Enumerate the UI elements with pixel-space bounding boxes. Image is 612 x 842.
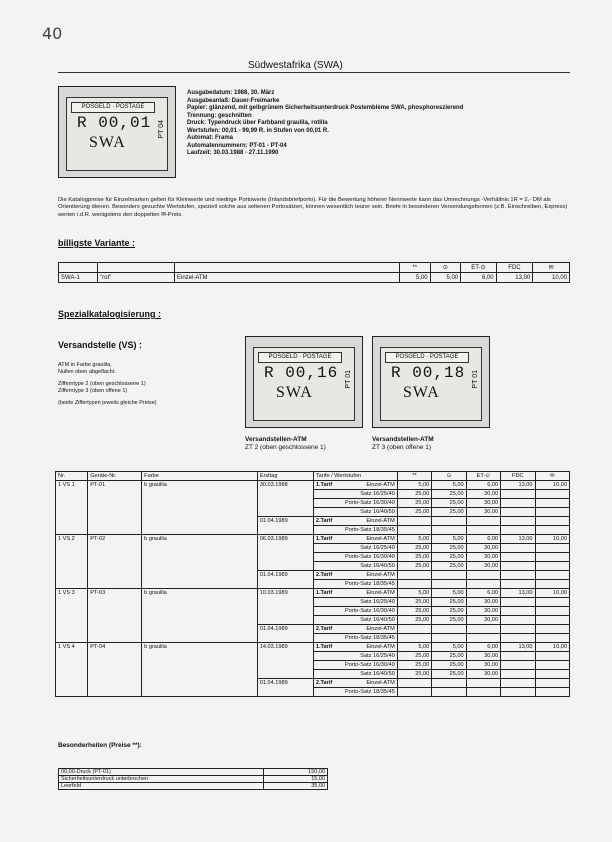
- cell-value: 5,00: [432, 481, 466, 490]
- rate-label: Porto-Satz 18/35/45: [345, 581, 395, 587]
- col-header: FDC: [501, 472, 535, 481]
- rate-label: Satz 16/40/50: [360, 563, 395, 569]
- extras-row: [59, 783, 328, 790]
- cell-value: 5,00: [400, 273, 431, 283]
- cell-value: 25,00: [397, 553, 431, 562]
- cell-date: 01.04.1989: [257, 517, 313, 535]
- cell-value: 5,00: [432, 643, 466, 652]
- cell-value: [501, 580, 535, 589]
- cell-value: [535, 544, 570, 553]
- cell-value: [397, 571, 431, 580]
- stamp-code: PT 01: [345, 370, 352, 389]
- cell-tariff: [313, 535, 397, 544]
- table-row: [56, 589, 570, 598]
- stamp-caption-zt2: [245, 436, 326, 452]
- stamp-caption-zt3: [372, 436, 434, 452]
- cell-value: [432, 625, 466, 634]
- cell-tariff: [313, 544, 397, 553]
- cell-value: [397, 625, 431, 634]
- stamp-header: POSGELD · POSTAGE: [71, 102, 155, 113]
- cell-date: 14.03.1989: [257, 643, 313, 679]
- cell-date: 01.04.1989: [257, 571, 313, 589]
- rate-label: Satz 16/40/50: [360, 671, 395, 677]
- cell-date: 01.04.1989: [257, 679, 313, 697]
- cell-value: [535, 661, 570, 670]
- cell-value: 30,00: [466, 598, 500, 607]
- cell-value: [535, 634, 570, 643]
- cell-value: 25,00: [397, 652, 431, 661]
- extras-row: [59, 769, 328, 776]
- info-line: Laufzeit: 30.03.1988 - 27.11.1990: [187, 150, 279, 156]
- cell-value: 25,00: [397, 670, 431, 679]
- rate-label: Satz 16/25/40: [360, 491, 395, 497]
- extras-value: 150,00: [264, 769, 328, 776]
- cell-value: 30,00: [466, 490, 500, 499]
- info-line: Trennung: geschnitten: [187, 112, 252, 119]
- cell-tariff: [313, 625, 397, 634]
- cell-tariff: [313, 634, 397, 643]
- cell-value: [466, 625, 500, 634]
- col-header: ET-⊙: [466, 472, 500, 481]
- stamp-frame: [253, 347, 355, 421]
- info-line: Ausgabeanlaß: Dauer-Freimarke: [187, 97, 280, 104]
- rate-label: Einzel-ATM: [366, 518, 395, 524]
- cell-value: [432, 688, 466, 697]
- info-line: Ausgabedatum: 1988, 30. März: [187, 90, 275, 96]
- tariff-label: 1.Tarif: [315, 590, 333, 596]
- col-header: ⊙: [432, 472, 466, 481]
- cell-value: [432, 571, 466, 580]
- cell-color: b graulila: [142, 481, 258, 535]
- cell-device: PT-02: [88, 535, 142, 589]
- cell-tariff: [313, 643, 397, 652]
- cell-value: 30,00: [466, 670, 500, 679]
- cell-value: 25,00: [432, 661, 466, 670]
- cell-value: [501, 571, 535, 580]
- cell-value: [432, 634, 466, 643]
- col-header: ✉: [535, 472, 570, 481]
- cell-value: 25,00: [432, 553, 466, 562]
- cell-tariff: [313, 652, 397, 661]
- cell-value: 25,00: [432, 499, 466, 508]
- cell-value: [501, 553, 535, 562]
- cell-value: 25,00: [432, 670, 466, 679]
- extras-label: Leerfeld: [59, 783, 264, 790]
- stamp-frame: [66, 97, 168, 171]
- special-heading: Spezialkatalogisierung :: [58, 309, 162, 319]
- cell-device: PT-01: [88, 481, 142, 535]
- cell-value: 25,00: [432, 607, 466, 616]
- col-header: Nr.: [56, 472, 88, 481]
- cell-value: 10,00: [533, 273, 570, 283]
- cell-nr: 1 VS 4: [56, 643, 88, 697]
- rate-label: Porto-Satz 18/35/45: [345, 635, 395, 641]
- cell-value: [466, 688, 500, 697]
- rate-label: Satz 16/40/50: [360, 617, 395, 623]
- caption-title: Versandstellen-ATM: [372, 436, 434, 443]
- info-line: Papier: glänzend, mit gelbgrünem Sicherheitsunterdruck Postemblème SWA, phosphoreszierend: [187, 105, 464, 111]
- stamp-country: SWA: [403, 384, 440, 401]
- cell-value: [466, 517, 500, 526]
- cell-value: [501, 499, 535, 508]
- cell-value: 30,00: [466, 508, 500, 517]
- cell-color: b graulila: [142, 643, 258, 697]
- stamp-country: SWA: [276, 384, 313, 401]
- cell-value: 13,00: [496, 273, 533, 283]
- info-line: Wertstufen: 00,01 - 99,99 R. in Stufen von 00,01 R.: [187, 127, 329, 134]
- cell-value: 6,00: [461, 273, 497, 283]
- cell-value: 30,00: [466, 562, 500, 571]
- extras-value: 35,00: [264, 783, 328, 790]
- tariff-label: 2.Tarif: [315, 680, 333, 686]
- cell-value: [535, 499, 570, 508]
- rate-label: Einzel-ATM: [366, 572, 395, 578]
- cell-value: 30,00: [466, 607, 500, 616]
- cell-value: 30,00: [466, 661, 500, 670]
- cell-value: [501, 652, 535, 661]
- cell-value: [501, 679, 535, 688]
- vs-note: Zifferntype 2 (oben geschlossene 1): [58, 381, 146, 388]
- vs-subheading: Versandstelle (VS) :: [58, 340, 143, 350]
- cell-value: [535, 670, 570, 679]
- cell-value: [397, 688, 431, 697]
- cell-tariff: [313, 589, 397, 598]
- cheapest-row: [59, 273, 570, 283]
- cell-value: [501, 544, 535, 553]
- vs-notes: [58, 362, 238, 407]
- cell-value: [432, 526, 466, 535]
- cell-value: 25,00: [432, 598, 466, 607]
- cell-value: [466, 634, 500, 643]
- cell-tariff: [313, 517, 397, 526]
- cell-value: [535, 490, 570, 499]
- cell-tariff: [313, 661, 397, 670]
- cell-value: [501, 607, 535, 616]
- info-line: Druck: Typendruck über Farbband graulila, rotlila: [187, 120, 328, 126]
- cell-value: [432, 580, 466, 589]
- cell-value: [501, 526, 535, 535]
- col-header: Geräte-Nr.: [88, 472, 142, 481]
- cell-value: 6,00: [466, 643, 500, 652]
- rate-label: Porto-Satz 16/30/40: [345, 662, 395, 668]
- rate-label: Einzel-ATM: [366, 680, 395, 686]
- cell-value: [501, 598, 535, 607]
- rate-label: Porto-Satz 16/30/40: [345, 554, 395, 560]
- cell-value: [535, 652, 570, 661]
- stamp-value: R 00,01: [77, 114, 152, 132]
- col-header: **: [397, 472, 431, 481]
- stamp-frame: [380, 347, 482, 421]
- rate-label: Porto-Satz 16/30/40: [345, 608, 395, 614]
- cell-value: 25,00: [432, 562, 466, 571]
- cell-value: 25,00: [397, 616, 431, 625]
- cell-value: 5,00: [397, 535, 431, 544]
- cell-value: 25,00: [397, 490, 431, 499]
- cell-value: 25,00: [397, 544, 431, 553]
- stamp-code: PT 01: [472, 370, 479, 389]
- cell-date: 30.03.1988: [257, 481, 313, 517]
- cell-value: 25,00: [432, 616, 466, 625]
- tariff-label: 1.Tarif: [315, 482, 333, 488]
- cell-tariff: [313, 679, 397, 688]
- cell-value: [535, 508, 570, 517]
- cell-tariff: [313, 526, 397, 535]
- cell-value: [535, 580, 570, 589]
- vs-note: Zifferntype 3 (oben offene 1): [58, 387, 128, 394]
- cell-value: 30,00: [466, 652, 500, 661]
- stamp-value: R 00,18: [391, 364, 466, 382]
- col-header: Farbe: [142, 472, 258, 481]
- cell-tariff: [313, 499, 397, 508]
- cell-value: 5,00: [432, 535, 466, 544]
- table-row: [56, 535, 570, 544]
- cell-value: 5,00: [397, 481, 431, 490]
- extras-label: Sicherheitsunterdruck unterbrochen: [59, 776, 264, 783]
- cell-value: 25,00: [397, 607, 431, 616]
- stamp-image-main: [58, 86, 176, 178]
- stamp-value: R 00,16: [264, 364, 339, 382]
- cell-value: 6,00: [466, 535, 500, 544]
- cell-value: 25,00: [397, 598, 431, 607]
- cell-value: 25,00: [432, 490, 466, 499]
- cell-color: b graulila: [142, 589, 258, 643]
- cell-value: 10,00: [535, 589, 570, 598]
- cell-value: 25,00: [397, 661, 431, 670]
- cell-value: 25,00: [397, 499, 431, 508]
- cell-value: 6,00: [466, 589, 500, 598]
- cell-value: [432, 679, 466, 688]
- cell-tariff: [313, 598, 397, 607]
- cell-nr: SWA-1: [59, 273, 98, 283]
- info-line: Automatennummern: PT-01 - PT-04: [187, 142, 287, 149]
- cell-value: [535, 679, 570, 688]
- cell-value: [501, 562, 535, 571]
- stamp-country: SWA: [89, 134, 126, 151]
- cell-value: [397, 634, 431, 643]
- cell-value: [535, 553, 570, 562]
- cell-date: 01.04.1989: [257, 625, 313, 643]
- issue-info: [187, 90, 463, 158]
- cell-value: [501, 616, 535, 625]
- table-row: [56, 481, 570, 490]
- caption-subtitle: ZT 3 (oben offene 1): [372, 444, 432, 451]
- cell-value: [501, 517, 535, 526]
- cell-value: [535, 526, 570, 535]
- cell-value: [535, 598, 570, 607]
- cell-value: 5,00: [432, 589, 466, 598]
- cell-color: "rot": [98, 273, 175, 283]
- cell-value: 5,00: [430, 273, 461, 283]
- tariff-label: 1.Tarif: [315, 644, 333, 650]
- cell-value: [535, 625, 570, 634]
- cell-value: 5,00: [397, 643, 431, 652]
- title-rule: [58, 72, 570, 73]
- vs-note: (beide Ziffertypen jeweils gleiche Preise): [58, 400, 157, 407]
- extras-value: 15,00: [264, 776, 328, 783]
- cheapest-header-row: [59, 263, 570, 273]
- table-row: [56, 643, 570, 652]
- cell-value: [501, 490, 535, 499]
- cell-value: [535, 607, 570, 616]
- rate-label: Satz 16/40/50: [360, 509, 395, 515]
- cell-tariff: [313, 490, 397, 499]
- cell-value: [535, 616, 570, 625]
- cell-value: 13,00: [501, 589, 535, 598]
- intro-paragraph: Die Katalogpreise für Einzelmarken gelten für Kleinwerte und niedrige Portowerte (Inlandsbriefporto). Für die Bewertung höherer Nennwerte kann das Umrechnungs -Verhältnis 1R = 2,- DM als Orientierung dienen. Besonders gesuchte Wertstufen, speziell solche aus seltenen Portosätzen, können wesentlich teurer sein. Briefe in besonderen Versendungsformen (z.B. Einschreiben, Express) werten i.d.R. wenigstens den doppelten ✉-Preis.: [58, 197, 568, 218]
- cell-value: [501, 634, 535, 643]
- tariff-label: 1.Tarif: [315, 536, 333, 542]
- col-header: Tarife / Wertstufen: [313, 472, 397, 481]
- tariff-label: 2.Tarif: [315, 518, 333, 524]
- cell-value: 5,00: [397, 589, 431, 598]
- extras-heading: Besonderheiten (Preise **):: [58, 742, 142, 749]
- stamp-image-zt2: [245, 336, 363, 428]
- cell-value: [501, 661, 535, 670]
- cell-value: 25,00: [432, 544, 466, 553]
- rate-label: Einzel-ATM: [366, 626, 395, 632]
- col-header: Ersttag: [257, 472, 313, 481]
- cell-color: b graulila: [142, 535, 258, 589]
- stamp-code: PT 04: [158, 120, 165, 139]
- cell-nr: 1 VS 3: [56, 589, 88, 643]
- cell-nr: 1 VS 1: [56, 481, 88, 535]
- rate-label: Satz 16/25/40: [360, 653, 395, 659]
- cell-value: [535, 517, 570, 526]
- col-header: FDC: [496, 263, 533, 273]
- cell-value: [501, 625, 535, 634]
- extras-label: 00,00-Druck (PT-01): [59, 769, 264, 776]
- col-header: ✉: [533, 263, 570, 273]
- cell-tariff: [313, 571, 397, 580]
- cell-value: [501, 688, 535, 697]
- cell-value: [535, 562, 570, 571]
- stamp-header: POSGELD · POSTAGE: [385, 352, 469, 363]
- cell-value: 30,00: [466, 616, 500, 625]
- cell-value: 30,00: [466, 544, 500, 553]
- cell-value: 30,00: [466, 499, 500, 508]
- col-header: ET-⊙: [461, 263, 497, 273]
- extras-table: [58, 768, 328, 790]
- cell-value: [397, 679, 431, 688]
- table-header-row: [56, 472, 570, 481]
- cell-tariff: [313, 670, 397, 679]
- cell-type: Einzel-ATM: [175, 273, 400, 283]
- cell-value: 10,00: [535, 481, 570, 490]
- rate-label: Einzel-ATM: [366, 536, 395, 542]
- cheapest-heading: billigste Variante :: [58, 238, 136, 248]
- cell-tariff: [313, 562, 397, 571]
- cell-value: 6,00: [466, 481, 500, 490]
- cell-value: [501, 508, 535, 517]
- cell-device: PT-04: [88, 643, 142, 697]
- page-title: Südwestafrika (SWA): [248, 60, 343, 71]
- cell-value: [535, 688, 570, 697]
- cheapest-table: [58, 262, 570, 283]
- rate-label: Einzel-ATM: [366, 590, 395, 596]
- rate-label: Porto-Satz 18/35/45: [345, 689, 395, 695]
- caption-subtitle: ZT 2 (oben geschlossene 1): [245, 444, 326, 451]
- vs-note: ATM in Farbe graulila,: [58, 362, 112, 368]
- cell-nr: 1 VS 2: [56, 535, 88, 589]
- cell-tariff: [313, 580, 397, 589]
- cell-value: 13,00: [501, 535, 535, 544]
- cell-tariff: [313, 508, 397, 517]
- cell-value: 13,00: [501, 481, 535, 490]
- page-number: 40: [42, 24, 63, 43]
- cell-value: 25,00: [432, 508, 466, 517]
- cell-tariff: [313, 616, 397, 625]
- tariff-label: 2.Tarif: [315, 626, 333, 632]
- info-line: Automat: Frama: [187, 135, 234, 141]
- tariff-label: 2.Tarif: [315, 572, 333, 578]
- cell-date: 06.03.1989: [257, 535, 313, 571]
- cell-value: [501, 670, 535, 679]
- cell-value: 13,00: [501, 643, 535, 652]
- cell-value: [397, 580, 431, 589]
- cell-date: 10.03.1989: [257, 589, 313, 625]
- cell-value: [397, 526, 431, 535]
- cell-tariff: [313, 553, 397, 562]
- cell-value: [466, 571, 500, 580]
- stamp-image-zt3: [372, 336, 490, 428]
- cell-value: [432, 517, 466, 526]
- caption-title: Versandstellen-ATM: [245, 436, 307, 443]
- cell-value: [466, 526, 500, 535]
- cell-tariff: [313, 481, 397, 490]
- cell-value: [535, 571, 570, 580]
- rate-label: Einzel-ATM: [366, 482, 395, 488]
- col-header: ⊙: [430, 263, 461, 273]
- rate-label: Satz 16/25/40: [360, 545, 395, 551]
- cell-value: 30,00: [466, 553, 500, 562]
- rate-label: Satz 16/25/40: [360, 599, 395, 605]
- cell-value: 25,00: [432, 652, 466, 661]
- cell-tariff: [313, 688, 397, 697]
- extras-row: [59, 776, 328, 783]
- col-header: **: [400, 263, 431, 273]
- rate-label: Porto-Satz 18/35/45: [345, 527, 395, 533]
- cell-value: 25,00: [397, 508, 431, 517]
- cell-device: PT-03: [88, 589, 142, 643]
- vs-note: Nullen oben abgeflacht.: [58, 368, 116, 375]
- rate-label: Einzel-ATM: [366, 644, 395, 650]
- cell-value: [466, 679, 500, 688]
- cell-value: 25,00: [397, 562, 431, 571]
- rate-label: Porto-Satz 16/30/40: [345, 500, 395, 506]
- cell-value: 10,00: [535, 535, 570, 544]
- cell-value: [397, 517, 431, 526]
- cell-value: [466, 580, 500, 589]
- cell-value: 10,00: [535, 643, 570, 652]
- vs-table: [55, 471, 570, 697]
- stamp-header: POSGELD · POSTAGE: [258, 352, 342, 363]
- cell-tariff: [313, 607, 397, 616]
